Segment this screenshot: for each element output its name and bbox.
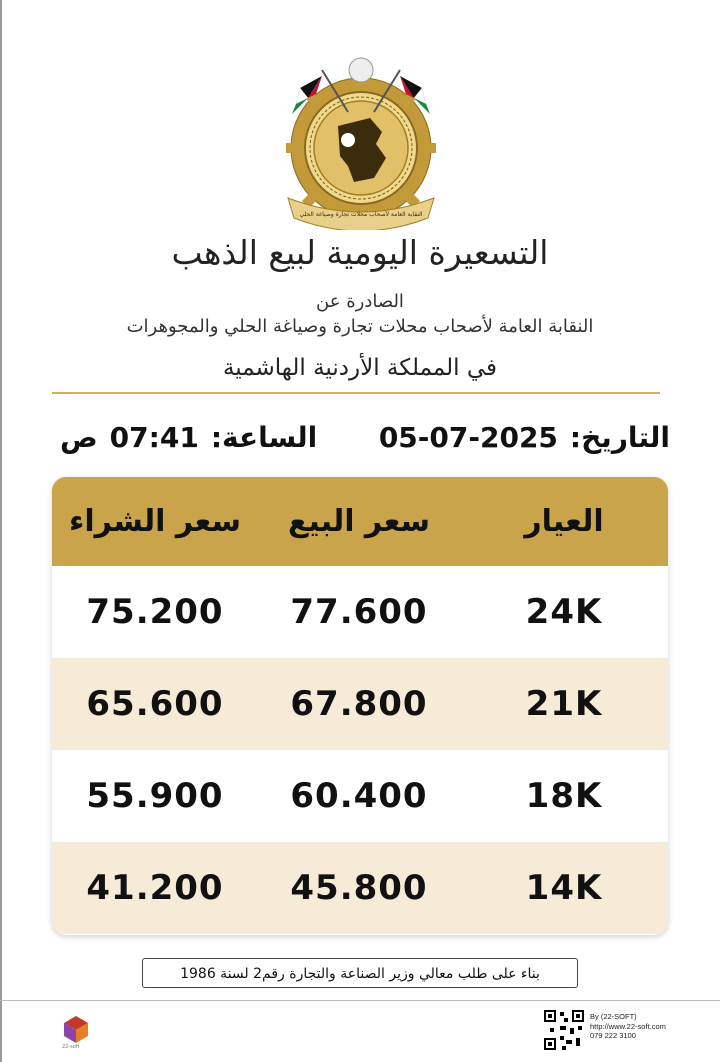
date-value: 05-07-2025 — [378, 421, 558, 454]
syndicate-name: النقابة العامة لأصحاب محلات تجارة وصياغة الحلي والمجوهرات — [126, 316, 594, 337]
gold-divider — [52, 392, 660, 394]
developer-credit — [590, 1012, 666, 1041]
buy-price-cell: 65.600 — [86, 684, 224, 724]
table-header — [52, 477, 668, 566]
credit-phone: 079 222 3100 — [590, 1031, 636, 1040]
page-left-border — [0, 0, 2, 1062]
issued-by-text: الصادرة عن — [316, 291, 404, 312]
svg-text:النقابة العامة لأصحاب محلات تج: النقابة العامة لأصحاب محلات تجارة وصياغة الحلي — [299, 211, 423, 218]
kingdom-text: في المملكة الأردنية الهاشمية — [222, 355, 498, 381]
ministry-note: بناء على طلب معالي وزير الصناعة والتجارة رقم2 لسنة 1986 — [142, 958, 578, 988]
table-row — [52, 750, 668, 842]
page-title: التسعيرة اليومية لبيع الذهب — [171, 233, 549, 272]
buy-price-cell: 75.200 — [86, 592, 224, 632]
time-label: الساعة: — [210, 421, 318, 454]
buy-price-cell: 55.900 — [86, 776, 224, 816]
sell-price-cell: 60.400 — [290, 776, 428, 816]
brand-caption: 22-soft — [62, 1044, 80, 1050]
karat-cell: 21K — [525, 684, 603, 724]
karat-cell: 18K — [525, 776, 603, 816]
table-row — [52, 842, 668, 934]
time-suffix: ص — [60, 421, 98, 454]
header-buy-price: سعر الشراء — [69, 504, 241, 539]
credit-link[interactable]: http://www.22-soft.com — [590, 1021, 666, 1031]
date-time-row — [50, 418, 670, 458]
karat-cell: 14K — [525, 868, 603, 908]
syndicate-logo — [278, 48, 444, 230]
footer-divider — [0, 1000, 720, 1001]
header-sell-price: سعر البيع — [287, 504, 431, 539]
buy-price-cell: 41.200 — [86, 868, 224, 908]
qr-code-icon — [542, 1008, 586, 1052]
price-table — [52, 477, 668, 935]
sell-price-cell: 45.800 — [290, 868, 428, 908]
date-block — [379, 418, 670, 458]
table-row — [52, 566, 668, 658]
header-karat: العيار — [524, 504, 604, 539]
time-block — [60, 418, 317, 458]
credit-line-1: By (22-SOFT) — [590, 1012, 637, 1021]
brand-cube-icon — [60, 1013, 92, 1045]
sell-price-cell: 77.600 — [290, 592, 428, 632]
table-row — [52, 658, 668, 750]
time-value: 07:41 — [109, 421, 199, 454]
date-label: التاريخ: — [569, 421, 670, 454]
sell-price-cell: 67.800 — [290, 684, 428, 724]
karat-cell: 24K — [525, 592, 603, 632]
